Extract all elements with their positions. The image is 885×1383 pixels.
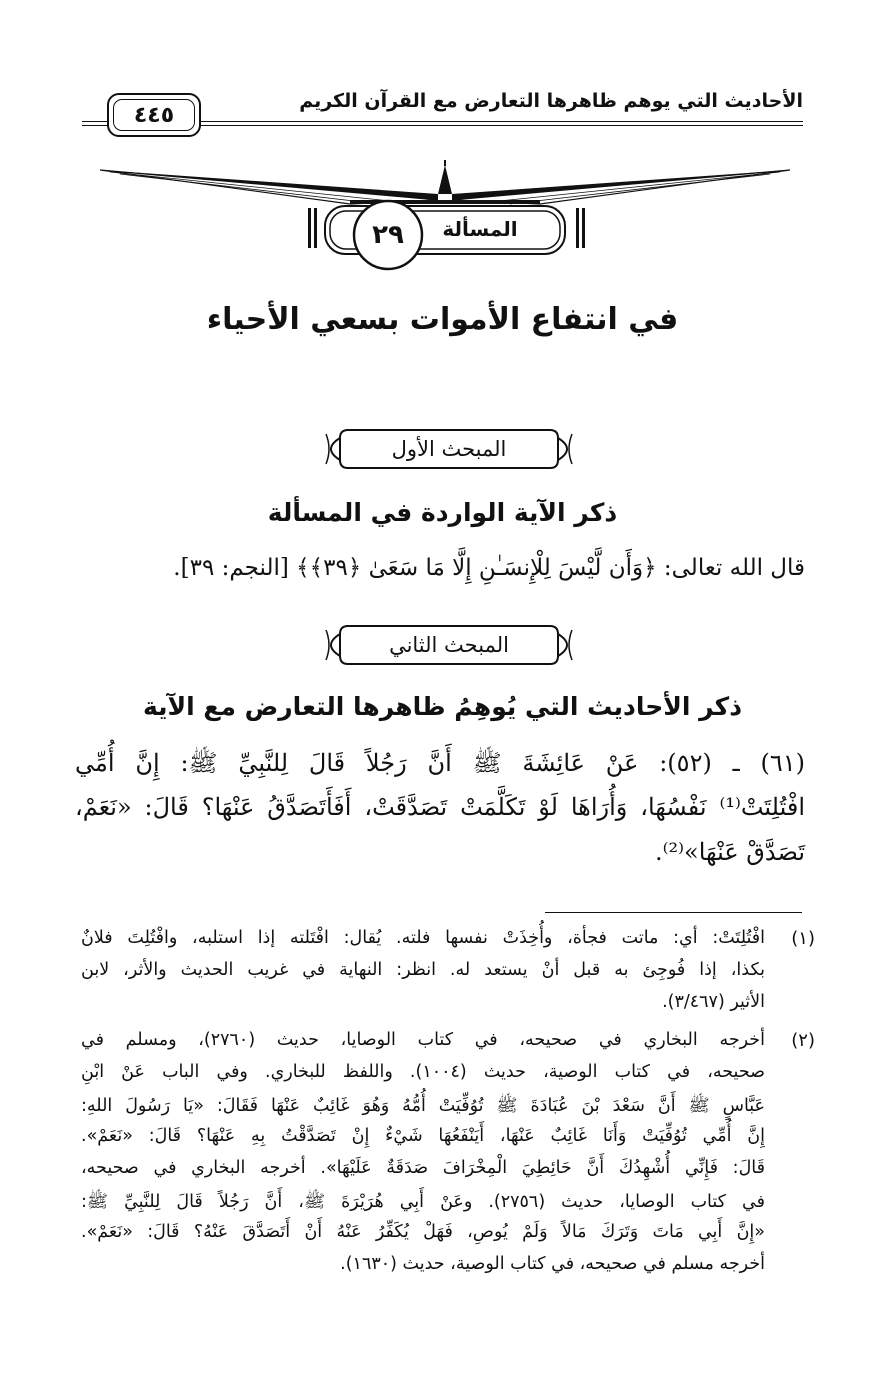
page-title: في انتفاع الأموات بسعي الأحياء bbox=[206, 302, 679, 337]
section-label-2: المبحث الثاني bbox=[389, 633, 509, 657]
issue-number: ٢٩ bbox=[372, 220, 404, 250]
footnote-line: صحيحه، في كتاب الوصية، حديث (١٠٠٤). واللفظ للبخاري. وفي الباب عَنْ ابْنِ bbox=[81, 1062, 765, 1082]
page-number: ٤٤٥ bbox=[113, 99, 195, 131]
hadith-line: تَصَدَّقْ عَنْهَا»⁽²⁾. bbox=[654, 838, 805, 866]
footnote-line: بكذا، إذا فُوجِئ به قبل أنْ يستعد له. انظر: النهاية في غريب الحديث والأثر، لابن bbox=[81, 960, 765, 980]
section-heading-1: ذكر الآية الواردة في المسألة bbox=[267, 498, 618, 527]
section-label-1: المبحث الأول bbox=[391, 437, 507, 461]
footnote-number: (٢) bbox=[791, 1030, 815, 1051]
footnote-number: (١) bbox=[791, 928, 815, 949]
hadith-line: افْتُلِتَتْ⁽¹⁾ نَفْسُهَا، وَأُرَاهَا لَوْ تَكَلَّمَتْ تَصَدَّقَتْ، أَفَأَتَصَدَّقُ عَنْهَا؟ قَالَ: «نَعَمْ، bbox=[75, 793, 805, 821]
footnote-line: افْتُلِتَتْ: أي: ماتت فجأة، وأُخِذَتْ نفسها فلته. يُقال: افْتَلته إذا استلبه، وافْتُلِتَ فلانٌ bbox=[81, 928, 765, 948]
section-label-2-wrap bbox=[318, 622, 580, 668]
section-heading-2: ذكر الأحاديث التي يُوهِمُ ظاهرها التعارض مع الآية bbox=[142, 692, 743, 721]
quran-verse-line: قال الله تعالى: ﴿وَأَن لَّيْسَ لِلْإِنسَـٰنِ إِلَّا مَا سَعَىٰ ﴿٣٩﴾﴾ [النجم: ٣٩]. bbox=[173, 555, 805, 581]
hadith-line: (٦١) ـ (٥٢): عَنْ عَائِشَةَ ﷺ أَنَّ رَجُلاً قَالَ لِلنَّبِيِّ ﷺ: إِنَّ أُمِّي bbox=[75, 749, 805, 777]
issue-label: المسألة bbox=[442, 217, 518, 241]
footnote-line: قَالَ: فَإِنِّي أُشْهِدُكَ أَنَّ حَائِطِيَ الْمِخْرَافَ صَدَقَةٌ عَلَيْهَا». أخرجه البخاري في صحيحه، bbox=[81, 1158, 765, 1178]
section-label-1-wrap bbox=[318, 426, 580, 472]
footnote-line: في كتاب الوصايا، حديث (٢٧٥٦). وعَنْ أَبِي هُرَيْرَةَ ﷺ، أَنَّ رَجُلاً قَالَ لِلنَّبِيِّ ﷺ: bbox=[81, 1192, 765, 1212]
footnote-line: «إِنَّ أَبِي مَاتَ وَتَرَكَ مَالاً وَلَمْ يُوصِ، فَهَلْ يُكَفِّرُ عَنْهُ أَنْ أَتَصَدَّقَ عَنْهُ؟ قَالَ: «نَعَمْ». bbox=[81, 1222, 765, 1242]
running-header-title: الأحاديث التي يوهم ظاهرها التعارض مع القرآن الكريم bbox=[299, 90, 803, 112]
footnote-line: أخرجه مسلم في صحيحه، في كتاب الوصية، حديث (١٦٣٠). bbox=[340, 1254, 765, 1274]
footnote-line: الأثير (٣/٤٦٧). bbox=[662, 992, 765, 1012]
footnote-line: أخرجه البخاري في صحيحه، في كتاب الوصايا، حديث (٢٧٦٠)، ومسلم في bbox=[81, 1030, 765, 1050]
page-number-frame bbox=[107, 93, 201, 137]
footnote-separator bbox=[545, 912, 802, 913]
footnote-line: إِنَّ أُمِّي تُوُفِّيَتْ وَأَنَا غَائِبٌ عَنْهَا، أَيَنْفَعُهَا شَيْءٌ إِنْ تَصَدَّقْتُ بِهِ عَنْهَا؟ قَالَ: «نَعَمْ». bbox=[81, 1126, 765, 1146]
footnote-line: عَبَّاسٍ ﷺ أَنَّ سَعْدَ بْنَ عُبَادَةَ ﷺ تُوُفِّيَتْ أُمُّهُ وَهُوَ غَائِبٌ عَنْهَا فَقَالَ: «يَا رَسُولَ اللهِ: bbox=[81, 1096, 765, 1116]
